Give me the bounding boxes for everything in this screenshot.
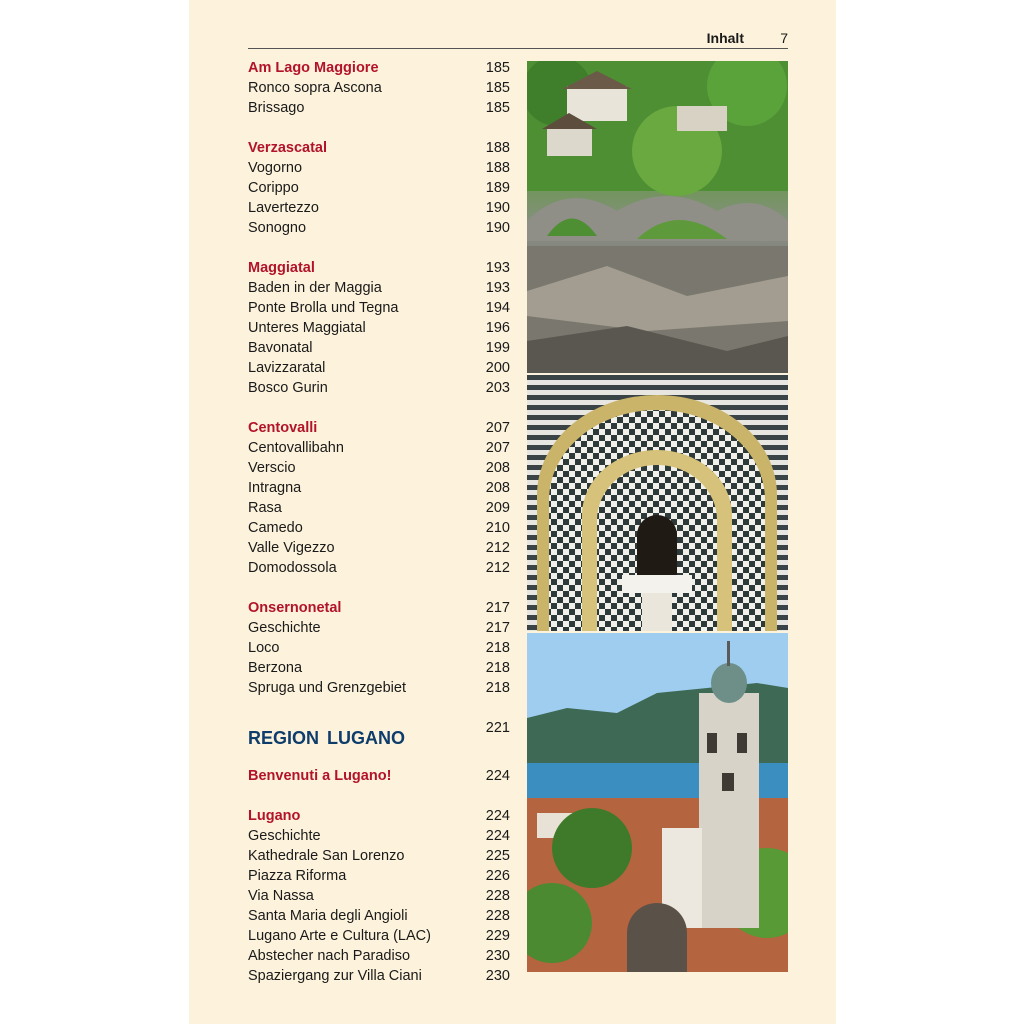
toc-entry-page: 225: [485, 848, 510, 864]
toc-entry-page: 218: [485, 680, 510, 696]
toc-entry-title: Berzona: [248, 660, 303, 676]
toc-entry-page: 207: [485, 440, 510, 456]
page-header: [248, 30, 788, 49]
toc-entry-title: Unteres Maggiatal: [248, 320, 366, 336]
toc-entry: [248, 826, 510, 846]
toc-entry-page: 217: [485, 620, 510, 636]
toc-entry-page: 212: [485, 540, 510, 556]
toc-entry-title: Lavertezzo: [248, 200, 319, 216]
toc-chapter-heading: [248, 58, 510, 78]
toc-entry-page: 226: [485, 868, 510, 884]
toc-chapter-heading: [248, 598, 510, 618]
toc-entry-title: Geschichte: [248, 828, 321, 844]
toc-entry: [248, 198, 510, 218]
toc-chapter-heading: [248, 806, 510, 826]
toc-entry-page: 199: [485, 340, 510, 356]
toc-entry: [248, 218, 510, 238]
toc-entry-title: Centovallibahn: [248, 440, 344, 456]
toc-entry: [248, 458, 510, 478]
toc-entry-title: Bosco Gurin: [248, 380, 328, 396]
toc-entry-title: Rasa: [248, 500, 282, 516]
toc-entry-title: Domodossola: [248, 560, 337, 576]
toc-entry-page: 209: [485, 500, 510, 516]
toc-entry-page: 188: [485, 140, 510, 156]
toc-entry-title: Corippo: [248, 180, 299, 196]
toc-entry-page: 224: [485, 828, 510, 844]
toc-entry-page: 224: [485, 808, 510, 824]
toc-entry-page: 230: [485, 948, 510, 964]
toc-entry-page: 185: [485, 100, 510, 116]
toc-entry-title: Verscio: [248, 460, 296, 476]
toc-entry-title: Lavizzaratal: [248, 360, 326, 376]
toc-entry-page: 208: [485, 480, 510, 496]
toc-entry-title: Ponte Brolla und Tegna: [248, 300, 399, 316]
toc-entry-page: 193: [485, 260, 510, 276]
toc-chapter-heading: [248, 138, 510, 158]
section-title: Inhalt: [706, 30, 744, 46]
toc-entry-page: 193: [485, 280, 510, 296]
toc-entry-title: Vogorno: [248, 160, 303, 176]
toc-entry: [248, 558, 510, 578]
toc-entry: [248, 298, 510, 318]
toc-entry: [248, 278, 510, 298]
toc-entry-title: Benvenuti a Lugano!: [248, 768, 392, 784]
toc-chapter-heading: [248, 258, 510, 278]
toc-entry-page: 194: [485, 300, 510, 316]
toc-entry-title: Santa Maria degli Angioli: [248, 908, 408, 924]
toc-entry: [248, 178, 510, 198]
toc-entry-page: 208: [485, 460, 510, 476]
toc-entry: [248, 478, 510, 498]
toc-entry-page: 230: [485, 968, 510, 984]
toc-entry-page: 190: [485, 200, 510, 216]
toc-entry-title: Am Lago Maggiore: [248, 60, 379, 76]
toc-entry-title: REGION LUGANO: [248, 728, 406, 748]
toc-entry-page: 212: [485, 560, 510, 576]
toc-entry: [248, 158, 510, 178]
toc-entry: [248, 98, 510, 118]
toc-entry-title: Centovalli: [248, 420, 318, 436]
toc-entry: [248, 338, 510, 358]
toc-entry-title: Piazza Riforma: [248, 868, 347, 884]
toc-entry: [248, 498, 510, 518]
toc-entry: [248, 926, 510, 946]
toc-entry: [248, 658, 510, 678]
toc-entry: [248, 378, 510, 398]
toc-entry-page: 210: [485, 520, 510, 536]
toc-entry-title: Via Nassa: [248, 888, 314, 904]
toc-entry: [248, 318, 510, 338]
toc-entry: [248, 538, 510, 558]
toc-entry-title: Kathedrale San Lorenzo: [248, 848, 405, 864]
page-number: 7: [780, 30, 788, 46]
table-of-contents: [248, 58, 510, 986]
verzasca-bridge-photo: [527, 61, 788, 373]
toc-entry-title: Geschichte: [248, 620, 321, 636]
toc-entry-title: Maggiatal: [248, 260, 315, 276]
toc-entry-page: 196: [485, 320, 510, 336]
toc-entry-page: 224: [485, 768, 510, 784]
checkered-chapel-photo: [527, 375, 788, 631]
toc-entry-title: Spaziergang zur Villa Ciani: [248, 968, 422, 984]
toc-entry-page: 185: [485, 80, 510, 96]
toc-entry-page: 218: [485, 660, 510, 676]
toc-entry-page: 228: [485, 908, 510, 924]
toc-entry: [248, 518, 510, 538]
toc-entry-page: 221: [485, 720, 510, 736]
toc-entry-page: 200: [485, 360, 510, 376]
toc-entry-page: 207: [485, 420, 510, 436]
toc-entry-title: Onsernonetal: [248, 600, 342, 616]
toc-entry-page: 229: [485, 928, 510, 944]
toc-entry-page: 188: [485, 160, 510, 176]
toc-entry-title: Brissago: [248, 100, 305, 116]
toc-entry-title: Lugano Arte e Cultura (LAC): [248, 928, 431, 944]
toc-entry: [248, 966, 510, 986]
toc-entry: [248, 678, 510, 698]
toc-entry-title: Camedo: [248, 520, 303, 536]
toc-entry: [248, 358, 510, 378]
toc-entry: [248, 638, 510, 658]
toc-entry-title: Bavonatal: [248, 340, 313, 356]
toc-entry-title: Valle Vigezzo: [248, 540, 335, 556]
toc-entry-page: 203: [485, 380, 510, 396]
toc-chapter-heading: [248, 766, 510, 786]
toc-entry-title: Lugano: [248, 808, 301, 824]
toc-chapter-heading: [248, 418, 510, 438]
toc-entry: [248, 946, 510, 966]
toc-entry: [248, 78, 510, 98]
toc-entry-title: Sonogno: [248, 220, 307, 236]
toc-entry-page: 185: [485, 60, 510, 76]
toc-region-heading: [248, 718, 510, 748]
toc-entry-page: 190: [485, 220, 510, 236]
toc-entry-page: 189: [485, 180, 510, 196]
toc-entry-title: Loco: [248, 640, 280, 656]
photo-column: [527, 61, 788, 972]
toc-entry: [248, 906, 510, 926]
toc-entry: [248, 866, 510, 886]
toc-entry-title: Intragna: [248, 480, 302, 496]
toc-entry: [248, 438, 510, 458]
toc-entry-title: Ronco sopra Ascona: [248, 80, 382, 96]
toc-entry-title: Abstecher nach Paradiso: [248, 948, 411, 964]
toc-entry-page: 228: [485, 888, 510, 904]
toc-entry-title: Spruga und Grenzgebiet: [248, 680, 406, 696]
toc-entry-title: Baden in der Maggia: [248, 280, 382, 296]
toc-entry: [248, 618, 510, 638]
toc-entry: [248, 846, 510, 866]
toc-entry: [248, 886, 510, 906]
toc-entry-page: 218: [485, 640, 510, 656]
toc-entry-page: 217: [485, 600, 510, 616]
toc-entry-title: Verzascatal: [248, 140, 328, 156]
lugano-cathedral-photo: [527, 633, 788, 972]
